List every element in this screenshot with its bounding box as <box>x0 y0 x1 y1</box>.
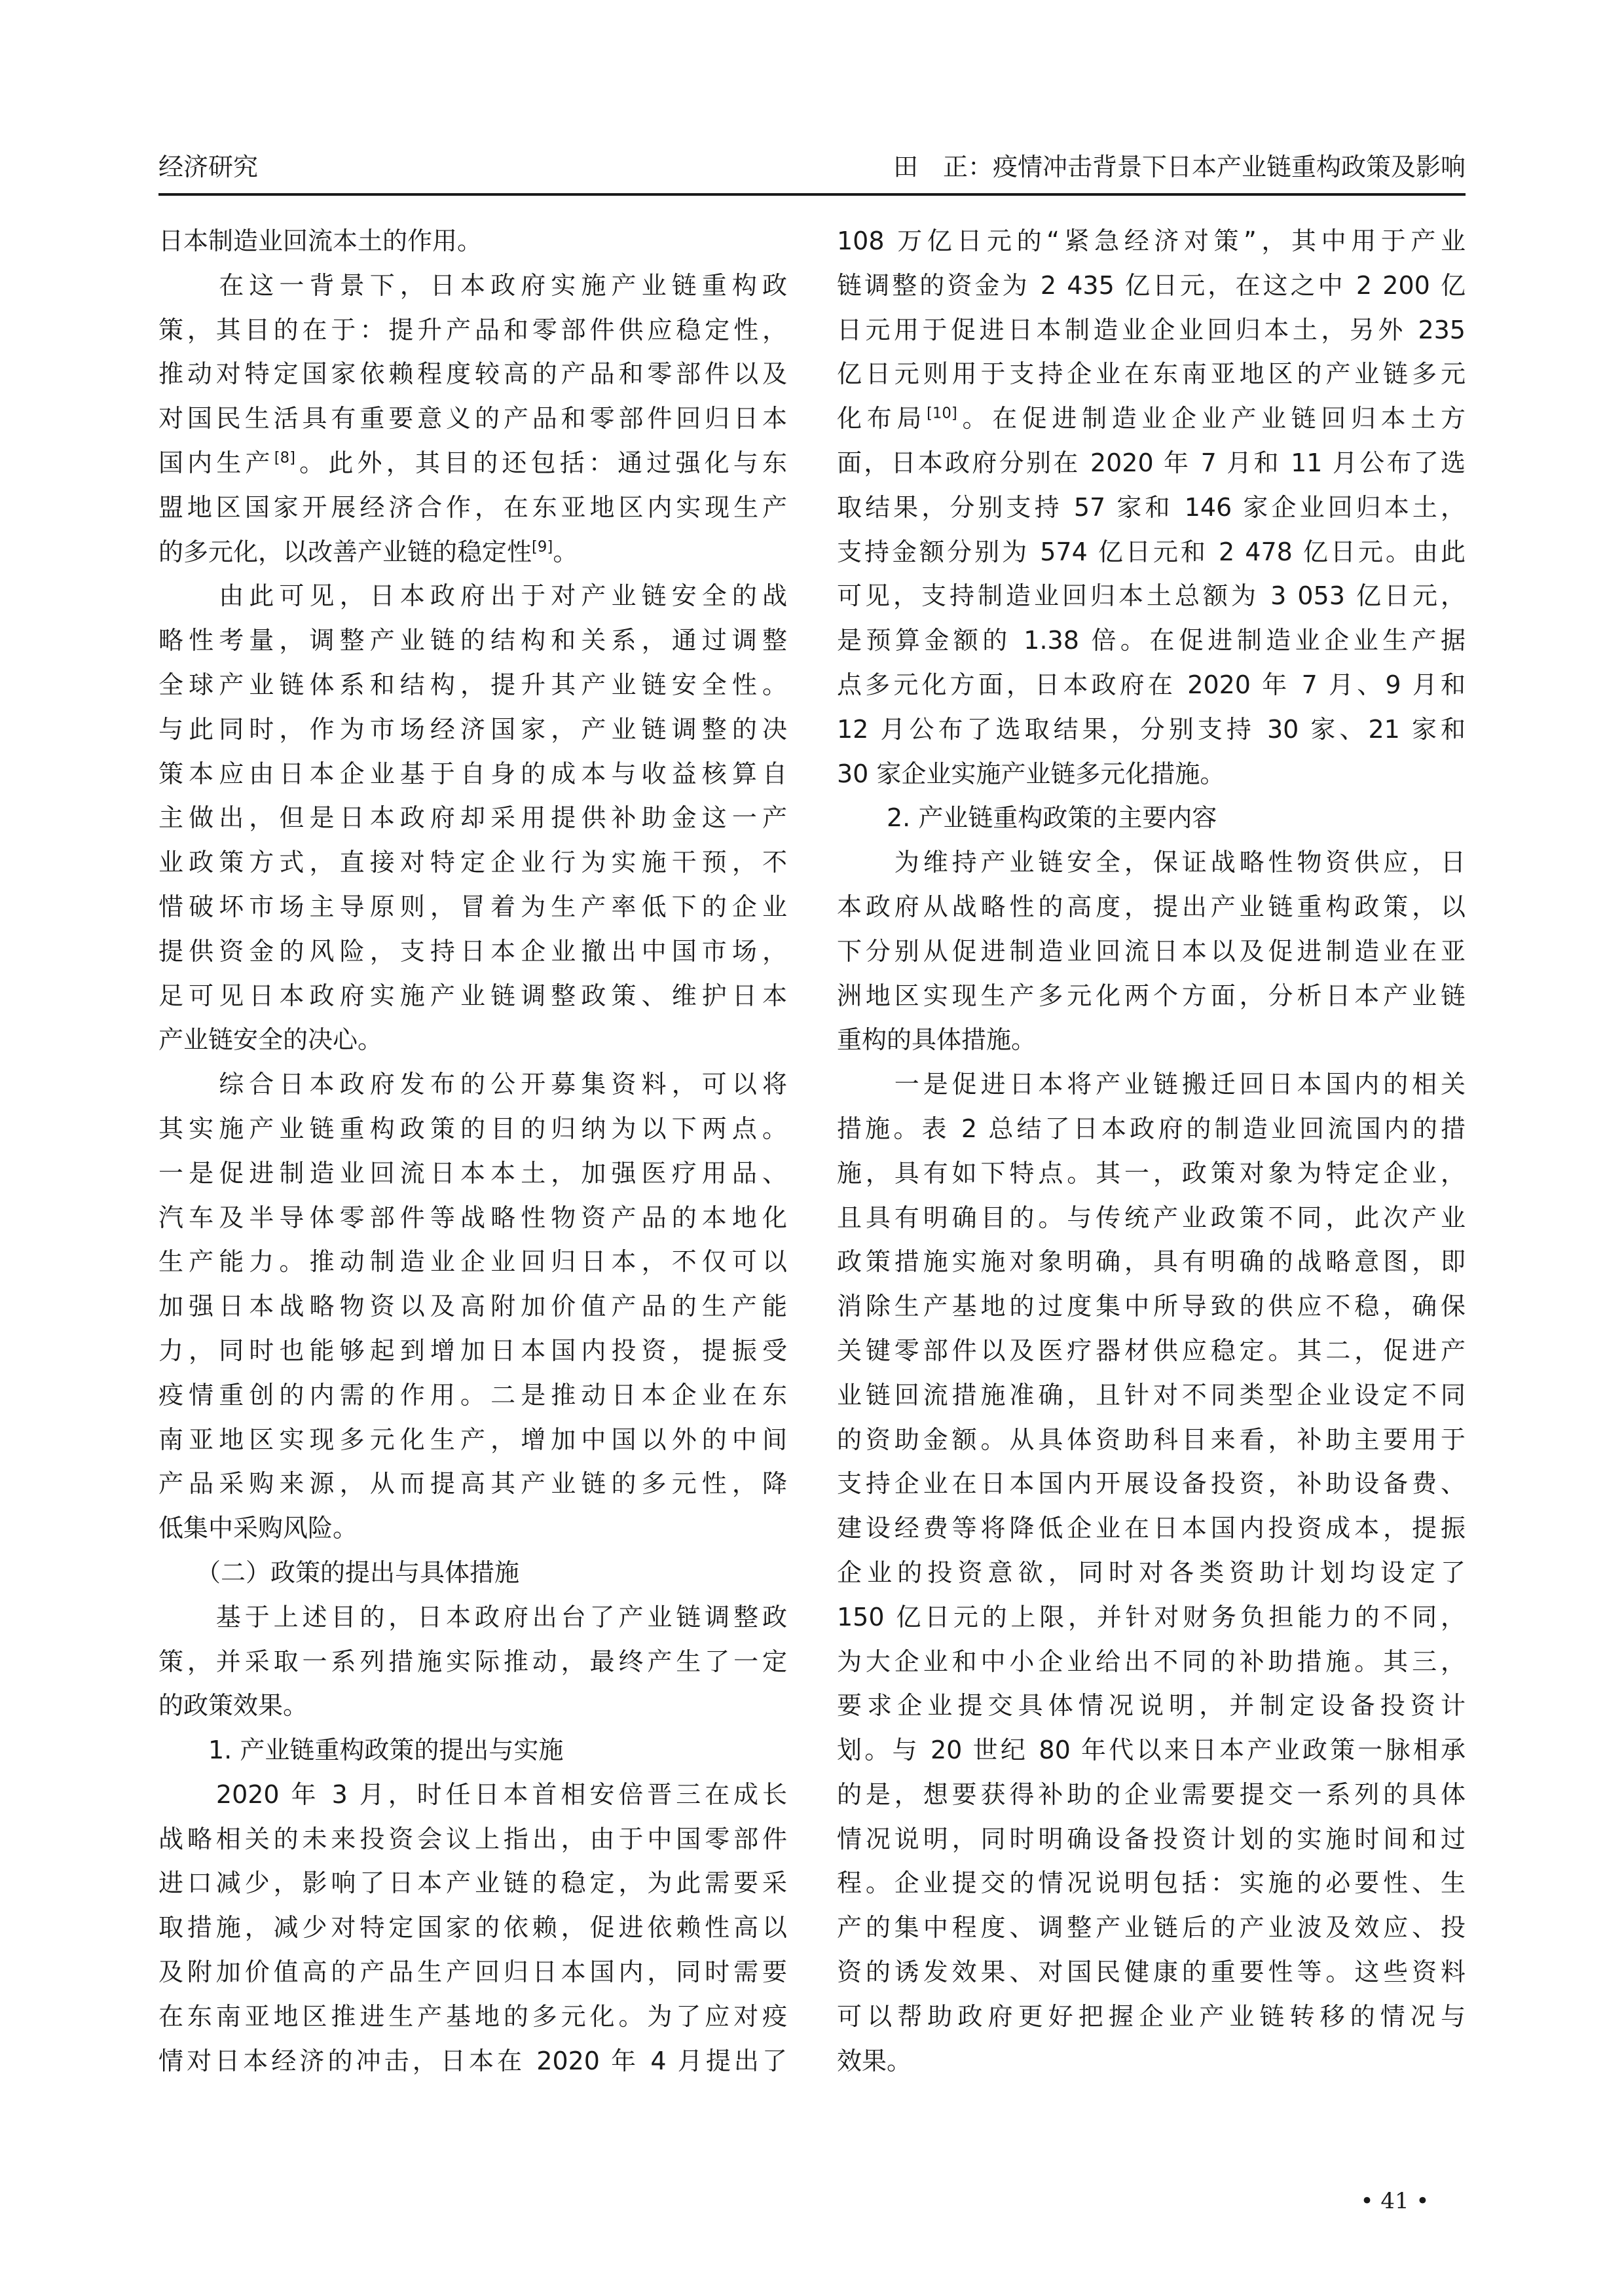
text-line: 下分别从促进制造业回流日本以及促进制造业在亚 <box>837 936 1466 966</box>
text-line: 施，具有如下特点。其一，政策对象为特定企业， <box>837 1158 1466 1188</box>
text-line: 要求企业提交具体情况说明，并制定设备投资计 <box>837 1691 1466 1721</box>
text-line: 为维持产业链安全，保证战略性物资供应，日 <box>837 848 1466 877</box>
text-line: （二）政策的提出与具体措施 <box>158 1558 520 1587</box>
text-line: 与此同时，作为市场经济国家，产业链调整的决 <box>158 714 787 744</box>
text-line: 效果。 <box>837 2046 912 2075</box>
text-line: 基于上述目的，日本政府出台了产业链调整政 <box>158 1602 787 1631</box>
text-line: 可以帮助政府更好把握企业产业链转移的情况与 <box>837 2001 1466 2031</box>
text-line: 力，同时也能够起到增加日本国内投资，提振受 <box>158 1336 787 1365</box>
text-line: 亿日元则用于支持企业在东南亚地区的产业链多元 <box>837 359 1466 389</box>
text-line: 12 月公布了选取结果，分别支持 30 家、21 家和 <box>837 714 1466 744</box>
text-line: 战略相关的未来投资会议上指出，由于中国零部件 <box>158 1824 787 1853</box>
text-line: 化布局[10]。在促进制造业企业产业链回归本土方 <box>837 404 1466 433</box>
text-line: 本政府从战略性的高度，提出产业链重构政策，以 <box>837 892 1466 921</box>
text-line: 低集中采购风险。 <box>158 1514 358 1543</box>
text-line: 政策措施实施对象明确，具有明确的战略意图，即 <box>837 1247 1466 1277</box>
header-divider <box>158 193 1466 196</box>
text-line: 及附加价值高的产品生产回归日本国内，同时需要 <box>158 1958 787 1987</box>
text-line: 主做出，但是日本政府却采用提供补助金这一产 <box>158 803 787 833</box>
text-line: 1. 产业链重构政策的提出与实施 <box>158 1736 564 1765</box>
text-line: 的是，想要获得补助的企业需要提交一系列的具体 <box>837 1779 1466 1809</box>
text-line: 足可见日本政府实施产业链调整政策、维护日本 <box>158 981 787 1010</box>
text-line: 30 家企业实施产业链多元化措施。 <box>837 759 1225 788</box>
text-line: 面，日本政府分别在 2020 年 7 月和 11 月公布了选 <box>837 448 1466 477</box>
text-line: 链调整的资金为 2 435 亿日元，在这之中 2 200 亿 <box>837 270 1466 300</box>
text-line: 建设经费等将降低企业在日本国内投资成本，提振 <box>837 1514 1466 1543</box>
text-line: 情况说明，同时明确设备投资计划的实施时间和过 <box>837 1824 1466 1853</box>
text-line: 疫情重创的内需的作用。二是推动日本企业在东 <box>158 1380 787 1410</box>
citation-marker: [10] <box>926 405 957 422</box>
citation-marker: [8] <box>274 449 295 467</box>
text-line: 生产能力。推动制造业企业回归日本，不仅可以 <box>158 1247 787 1277</box>
right-column <box>837 219 1466 2083</box>
text-line: 一是促进日本将产业链搬迁回日本国内的相关 <box>837 1070 1466 1099</box>
text-line: 点多元化方面，日本政府在 2020 年 7 月、9 月和 <box>837 670 1466 699</box>
text-line: 108 万亿日元的“紧急经济对策”，其中用于产业 <box>837 227 1466 255</box>
text-line: 惜破坏市场主导原则，冒着为生产率低下的企业 <box>158 892 787 921</box>
text-line: 提供资金的风险，支持日本企业撤出中国市场， <box>158 936 787 966</box>
text-line: 2020 年 3 月，时任日本首相安倍晋三在成长 <box>158 1779 787 1809</box>
text-line: 取结果，分别支持 57 家和 146 家企业回归本土， <box>837 492 1466 522</box>
text-line: 的资助金额。从具体资助科目来看，补助主要用于 <box>837 1425 1466 1454</box>
text-line: 重构的具体措施。 <box>837 1025 1037 1055</box>
text-line: 南亚地区实现多元化生产，增加中国以外的中间 <box>158 1425 787 1454</box>
text-line: 策，并采取一系列措施实际推动，最终产生了一定 <box>158 1647 787 1676</box>
text-line: 程。企业提交的情况说明包括：实施的必要性、生 <box>837 1868 1466 1898</box>
text-line: 可见，支持制造业回归本土总额为 3 053 亿日元， <box>837 581 1466 611</box>
text-line: 的多元化，以改善产业链的稳定性[9]。 <box>158 537 578 566</box>
text-line: 产品采购来源，从而提高其产业链的多元性，降 <box>158 1469 787 1499</box>
text-line: 为大企业和中小企业给出不同的补助措施。其三， <box>837 1647 1466 1676</box>
text-line: 情对日本经济的冲击，日本在 2020 年 4 月提出了 <box>158 2046 787 2075</box>
text-line: 汽车及半导体零部件等战略性物资产品的本地化 <box>158 1203 787 1232</box>
text-line: 对国民生活具有重要意义的产品和零部件回归日本 <box>158 404 787 433</box>
text-line: 加强日本战略物资以及高附加价值产品的生产能 <box>158 1292 787 1321</box>
text-line: 在东南亚地区推进生产基地的多元化。为了应对疫 <box>158 2001 787 2031</box>
journal-section: 经济研究 <box>158 153 259 181</box>
text-line: 综合日本政府发布的公开募集资料，可以将 <box>158 1070 787 1099</box>
text-line: 2. 产业链重构政策的主要内容 <box>837 803 1217 833</box>
text-line: 措施。表 2 总结了日本政府的制造业回流国内的措 <box>837 1114 1466 1143</box>
left-column <box>158 219 787 2083</box>
text-line: 关键零部件以及医疗器材供应稳定。其二，促进产 <box>837 1336 1466 1365</box>
text-line: 且具有明确目的。与传统产业政策不同，此次产业 <box>837 1203 1466 1232</box>
text-line: 的政策效果。 <box>158 1691 308 1721</box>
text-line: 国内生产[8]。此外，其目的还包括：通过强化与东 <box>158 448 787 477</box>
text-line: 支持金额分别为 574 亿日元和 2 478 亿日元。由此 <box>837 537 1466 566</box>
text-line: 企业的投资意欲，同时对各类资助计划均设定了 <box>837 1558 1466 1587</box>
text-line: 消除生产基地的过度集中所导致的供应不稳，确保 <box>837 1292 1466 1321</box>
text-line: 策本应由日本企业基于自身的成本与收益核算自 <box>158 759 787 788</box>
page-number: • 41 • <box>1360 2188 1430 2214</box>
text-line: 一是促进制造业回流日本本土，加强医疗用品、 <box>158 1158 787 1188</box>
text-line: 其实施产业链重构政策的目的归纳为以下两点。 <box>158 1114 787 1143</box>
text-line: 划。与 20 世纪 80 年代以来日本产业政策一脉相承 <box>837 1736 1466 1765</box>
text-line: 日元用于促进日本制造业企业回归本土，另外 235 <box>837 315 1466 344</box>
text-line: 支持企业在日本国内开展设备投资，补助设备费、 <box>837 1469 1466 1499</box>
text-line: 进口减少，影响了日本产业链的稳定，为此需要采 <box>158 1868 787 1898</box>
text-line: 在这一背景下，日本政府实施产业链重构政 <box>158 270 787 300</box>
text-line: 是预算金额的 1.38 倍。在促进制造业企业生产据 <box>837 626 1466 655</box>
text-line: 日本制造业回流本土的作用。 <box>158 227 483 255</box>
citation-marker: [9] <box>532 538 553 555</box>
text-line: 资的诱发效果、对国民健康的重要性等。这些资料 <box>837 1958 1466 1987</box>
text-line: 由此可见，日本政府出于对产业链安全的战 <box>158 581 787 611</box>
text-line: 业政策方式，直接对特定企业行为实施干预，不 <box>158 848 787 877</box>
text-line: 产业链安全的决心。 <box>158 1025 383 1055</box>
text-line: 盟地区国家开展经济合作，在东亚地区内实现生产 <box>158 492 787 522</box>
text-line: 策，其目的在于：提升产品和零部件供应稳定性， <box>158 315 787 344</box>
text-line: 略性考量，调整产业链的结构和关系，通过调整 <box>158 626 787 655</box>
text-line: 全球产业链体系和结构，提升其产业链安全性。 <box>158 670 787 699</box>
text-line: 150 亿日元的上限，并针对财务负担能力的不同， <box>837 1602 1466 1631</box>
text-line: 产的集中程度、调整产业链后的产业波及效应、投 <box>837 1913 1466 1942</box>
text-line: 业链回流措施准确，且针对不同类型企业设定不同 <box>837 1380 1466 1410</box>
text-line: 取措施，减少对特定国家的依赖，促进依赖性高以 <box>158 1913 787 1942</box>
running-title: 田 正：疫情冲击背景下日本产业链重构政策及影响 <box>893 153 1466 181</box>
text-line: 推动对特定国家依赖程度较高的产品和零部件以及 <box>158 359 787 389</box>
text-line: 洲地区实现生产多元化两个方面，分析日本产业链 <box>837 981 1466 1010</box>
